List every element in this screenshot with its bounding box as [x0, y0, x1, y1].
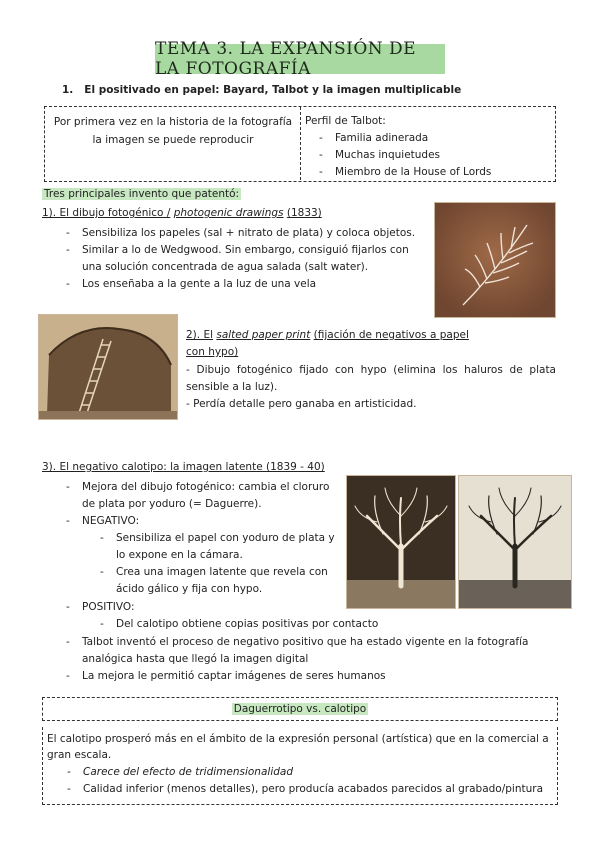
page-title: TEMA 3. LA EXPANSIÓN DE LA FOTOGRAFÍA — [155, 44, 445, 74]
list-item: - Familia adinerada — [315, 130, 550, 147]
calotype-negative-photo — [346, 475, 456, 609]
haystack-image — [39, 315, 177, 419]
list-item: - Del calotipo obtiene copias positivas por contacto — [96, 616, 396, 633]
salted-line: - Dibujo fotogénico fijado con hypo (elimina los haluros de plata sensible a la luz). — [186, 364, 556, 393]
info-box — [44, 106, 556, 182]
positive-list — [96, 616, 396, 633]
calotype-positive-photo — [458, 475, 572, 609]
haystack-photo — [38, 314, 178, 420]
info-box-divider — [300, 107, 301, 180]
talbot-list — [62, 634, 556, 685]
calotype-heading: 3). El negativo calotipo: la imagen latente (1839 - 40) — [42, 461, 325, 473]
list-item: - Sensibiliza los papeles (sal + nitrato de plata) y coloca objetos. — [62, 225, 422, 242]
list-item: - La mejora le permitió captar imágenes de seres humanos — [62, 668, 556, 685]
section-number: 1. — [62, 84, 74, 96]
comparison-list — [63, 764, 555, 798]
salted-heading: 2). El salted paper print (fijación de negativos a papel con hypo) — [186, 329, 469, 358]
list-item: - Carece del efecto de tridimensionalidad — [63, 764, 555, 781]
list-item: - Similar a lo de Wedgwood. Sin embargo, consiguió fijarlos con una solución concentrada de agua salada (salt water). — [62, 242, 422, 276]
talbot-profile-list — [315, 130, 550, 181]
list-item: - Calidad inferior (menos detalles), pero producía acabados parecidos al grabado/pintura — [63, 781, 555, 798]
comparison-title-box — [42, 697, 558, 721]
talbot-profile-title: Perfil de Talbot: — [305, 115, 386, 127]
list-item: - Muchas inquietudes — [315, 147, 550, 164]
comparison-text: El calotipo prosperó más en el ámbito de la expresión personal (artística) que en la comercial a gran escala. — [47, 733, 549, 761]
list-item: - Los enseñaba a la gente a la luz de una vela — [62, 276, 422, 293]
fern-leaf-image — [435, 203, 555, 317]
calotype-list — [62, 479, 342, 530]
salted-text — [186, 362, 556, 413]
photogenic-drawing-photo — [434, 202, 556, 318]
comparison-body-box — [42, 727, 558, 805]
list-item: - Mejora del dibujo fotogénico: cambia el cloruro de plata por yoduro (= Daguerre). — [62, 479, 342, 513]
positive-label: - POSITIVO: — [62, 599, 342, 616]
section-title: El positivado en papel: Bayard, Talbot y la imagen multiplicable — [84, 84, 462, 96]
negative-list — [96, 530, 342, 598]
info-box-left: Por primera vez en la historia de la fotografía la imagen se puede reproducir — [53, 116, 293, 146]
negative-tree-image — [347, 476, 455, 608]
photogenic-heading: 1). El dibujo fotogénico / photogenic drawings (1833) — [42, 207, 322, 219]
negative-label: - NEGATIVO: — [62, 513, 342, 530]
list-item: - Crea una imagen latente que revela con ácido gálico y fija con hypo. — [96, 564, 342, 598]
section-heading — [62, 84, 461, 96]
talbot-profile — [305, 113, 550, 181]
positive-tree-image — [459, 476, 571, 608]
salted-line: - Perdía detalle pero ganaba en artisticidad. — [186, 398, 417, 410]
photogenic-list — [62, 225, 422, 293]
inventions-label: Tres principales invento que patentó: — [44, 188, 240, 200]
comparison-title: Daguerrotipo vs. calotipo — [233, 703, 367, 715]
positive-list-label — [62, 599, 342, 616]
list-item: - Talbot inventó el proceso de negativo positivo que ha estado vigente en la fotografía analógica hasta que llegó la imagen digital — [62, 634, 556, 668]
list-item: - Miembro de la House of Lords — [315, 164, 550, 181]
list-item: - Sensibiliza el papel con yoduro de plata y lo expone en la cámara. — [96, 530, 342, 564]
